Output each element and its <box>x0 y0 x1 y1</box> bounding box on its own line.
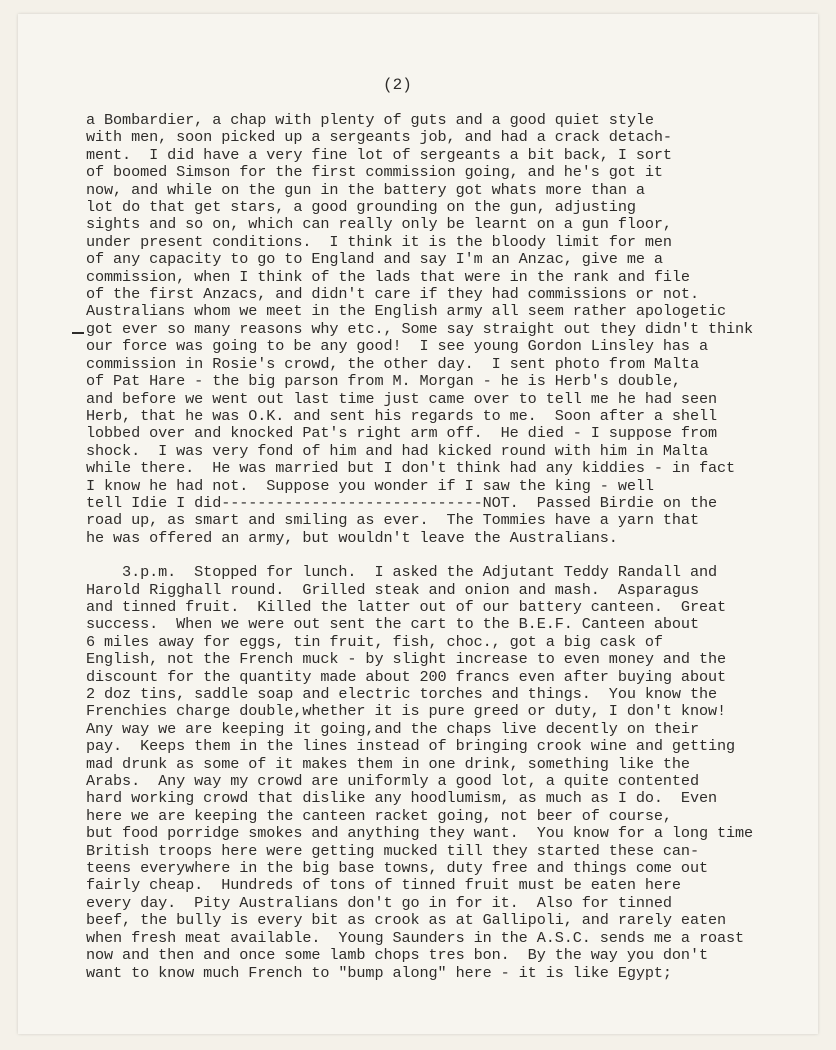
text-line: beef, the bully is every bit as crook as at Gallipoli, and rarely eaten <box>86 911 726 930</box>
text-line: commission, when I think of the lads that were in the rank and file <box>86 267 690 286</box>
text-line: sights and so on, which can really only be learnt on a gun floor, <box>86 215 672 234</box>
text-line: pay. Keeps them in the lines instead of bringing crook wine and getting <box>86 737 736 756</box>
text-line: fairly cheap. Hundreds of tons of tinned fruit must be eaten here <box>86 876 681 895</box>
text-line: lobbed over and knocked Pat's right arm off. He died - I suppose from <box>86 424 717 443</box>
text-line: and before we went out last time just came over to tell me he had seen <box>86 389 717 408</box>
text-line: but food porridge smokes and anything they want. You know for a long time <box>86 824 754 843</box>
text-line: every day. Pity Australians don't go in for it. Also for tinned <box>86 893 672 912</box>
text-line: while there. He was married but I don't think had any kiddies - in fact <box>86 459 736 478</box>
paragraph-gap <box>86 547 816 564</box>
text-line: of the first Anzacs, and didn't care if they had commissions or not. <box>86 285 699 304</box>
text-line: of any capacity to go to England and say I'm an Anzac, give me a <box>86 250 663 269</box>
text-line: mad drunk as some of it makes them in one drink, something like the <box>86 754 690 773</box>
paragraph-2 <box>86 564 816 982</box>
text-line: Arabs. Any way my crowd are uniformly a good lot, a quite contented <box>86 772 699 791</box>
page-number: (2) <box>383 76 412 94</box>
text-line: commission in Rosie's crowd, the other day. I sent photo from Malta <box>86 354 699 373</box>
text-line: teens everywhere in the big base towns, duty free and things come out <box>86 859 708 878</box>
text-line: Herb, that he was O.K. and sent his regards to me. Soon after a shell <box>86 406 717 425</box>
text-line: want to know much French to "bump along" here - it is like Egypt; <box>86 963 672 982</box>
text-line: our force was going to be any good! I see young Gordon Linsley has a <box>86 337 708 356</box>
text-line: Any way we are keeping it going,and the chaps live decently on their <box>86 719 699 738</box>
margin-mark <box>72 332 84 334</box>
text-line: got ever so many reasons why etc., Some say straight out they didn't think <box>86 319 754 338</box>
text-line: shock. I was very fond of him and had kicked round with him in Malta <box>86 441 708 460</box>
text-line: success. When we were out sent the cart to the B.E.F. Canteen about <box>86 615 699 634</box>
text-line: a Bombardier, a chap with plenty of guts and a good quiet style <box>86 111 654 129</box>
text-line: Harold Rigghall round. Grilled steak and onion and mash. Asparagus <box>86 580 699 599</box>
text-line: under present conditions. I think it is the bloody limit for men <box>86 232 672 251</box>
text-line: lot do that get stars, a good grounding on the gun, adjusting <box>86 198 636 217</box>
paragraph-1 <box>86 112 816 547</box>
text-line: and tinned fruit. Killed the latter out of our battery canteen. Great <box>86 597 726 616</box>
text-line: 3.p.m. Stopped for lunch. I asked the Adjutant Teddy Randall and <box>86 563 717 582</box>
text-line: road up, as smart and smiling as ever. The Tommies have a yarn that <box>86 511 699 530</box>
text-line: with men, soon picked up a sergeants job, and had a crack detach- <box>86 128 672 147</box>
text-line: when fresh meat available. Young Saunders in the A.S.C. sends me a roast <box>86 928 745 947</box>
text-line: he was offered an army, but wouldn't leave the Australians. <box>86 528 618 547</box>
text-line: discount for the quantity made about 200 francs even after buying about <box>86 667 726 686</box>
text-line: 6 miles away for eggs, tin fruit, fish, choc., got a big cask of <box>86 632 663 651</box>
text-line: of Pat Hare - the big parson from M. Morgan - he is Herb's double, <box>86 372 681 391</box>
typed-letter-body <box>86 112 816 982</box>
text-line: now, and while on the gun in the battery got whats more than a <box>86 180 645 199</box>
text-line: I know he had not. Suppose you wonder if I saw the king - well <box>86 476 654 495</box>
text-line: ment. I did have a very fine lot of sergeants a bit back, I sort <box>86 145 672 164</box>
text-line: here we are keeping the canteen racket going, not beer of course, <box>86 806 672 825</box>
text-line: English, not the French muck - by slight increase to even money and the <box>86 650 726 669</box>
text-line: now and then and once some lamb chops tres bon. By the way you don't <box>86 946 708 965</box>
text-line: tell Idie I did-----------------------------NOT. Passed Birdie on the <box>86 493 717 512</box>
text-line: of boomed Simson for the first commission going, and he's got it <box>86 163 663 182</box>
text-line: British troops here were getting mucked till they started these can- <box>86 841 699 860</box>
text-line: 2 doz tins, saddle soap and electric torches and things. You know the <box>86 685 717 703</box>
text-line: hard working crowd that dislike any hoodlumism, as much as I do. Even <box>86 789 717 808</box>
text-line: Frenchies charge double,whether it is pure greed or duty, I don't know! <box>86 702 726 721</box>
text-line: Australians whom we meet in the English army all seem rather apologetic <box>86 302 726 321</box>
